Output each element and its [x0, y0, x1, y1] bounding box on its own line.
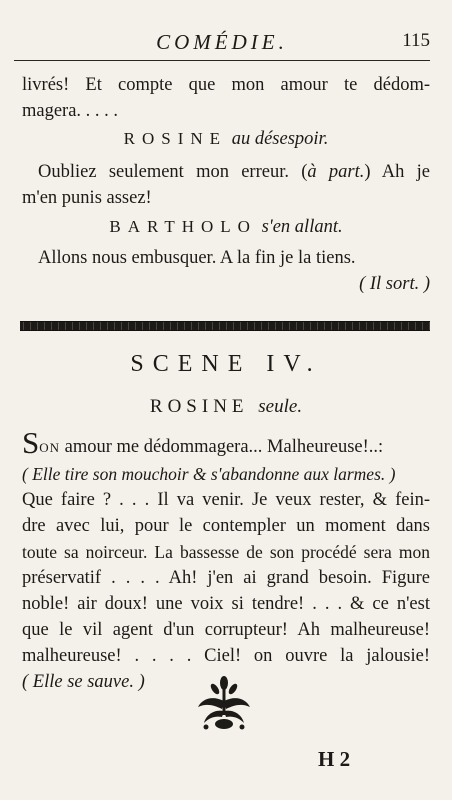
scene-divider: [20, 321, 430, 331]
text-line: Que faire ? . . . Il va venir. Je veux rester, & fein-: [22, 490, 430, 510]
text-line: m'en punis assez!: [22, 188, 152, 208]
text-span: amour me dédommagera... Malheureuse!..:: [60, 437, 384, 457]
monologue: [22, 432, 430, 695]
exit-direction: ( Il sort. ): [359, 274, 430, 294]
text-line: malheureuse! . . . . Ciel! on ouvre la jalousie!: [22, 646, 430, 666]
text-line: dre avec lui, pour le contempler un moment dans: [22, 516, 430, 536]
aside: à part.: [307, 162, 365, 182]
text-line: préservatif . . . . Ah! j'en ai grand besoin. Figure: [22, 568, 430, 588]
drop-cap: S: [22, 432, 40, 460]
fleuron-ornament-icon: [188, 675, 260, 735]
speaker-heading-bartholo: [22, 214, 430, 240]
text-span: ) Ah je: [364, 162, 430, 182]
text-line: Allons nous embusquer. A la fin je la tiens.: [38, 248, 356, 268]
scene-speaker: [0, 396, 452, 418]
running-head: [14, 30, 430, 56]
stage-direction-line: ( Elle tire son mouchoir & s'abandonne aux larmes. ): [22, 464, 396, 484]
text-line: magera. . . . .: [22, 101, 119, 121]
running-title: COMÉDIE.: [156, 30, 288, 54]
speaker-name: ROSINE: [123, 129, 228, 148]
text-line: toute sa noirceur. La bassesse de son procédé sera mon: [22, 542, 430, 562]
stage-direction: s'en allant.: [261, 217, 343, 237]
dialogue-top: [22, 72, 430, 124]
stage-direction: au désespoir.: [231, 129, 329, 149]
text-line: noble! air doux! une voix si tendre! . . . & ce n'est: [22, 594, 430, 614]
dialogue-bartholo: [22, 245, 430, 297]
header-rule: [14, 60, 430, 61]
signature-mark: H 2: [318, 747, 351, 771]
text-span: Oubliez seulement mon erreur. (: [38, 162, 308, 182]
speaker-name: BARTHOLO: [109, 217, 257, 236]
dialogue-rosine: [22, 159, 430, 211]
speaker-name: ROSINE: [149, 396, 249, 417]
stage-direction: seule.: [258, 396, 303, 417]
text-line: que le vil agent d'un corrupteur! Ah malheureuse!: [22, 620, 430, 640]
stage-direction-line: ( Elle se sauve. ): [22, 672, 145, 692]
speaker-heading-rosine: [22, 126, 430, 152]
text-line: livrés! Et compte que mon amour te dédom-: [22, 75, 430, 95]
text-line: [22, 159, 430, 185]
small-caps: ON: [39, 440, 61, 455]
page-number: 115: [402, 30, 430, 51]
scene-title: SCENE IV.: [130, 351, 322, 377]
text-line: [22, 432, 430, 461]
